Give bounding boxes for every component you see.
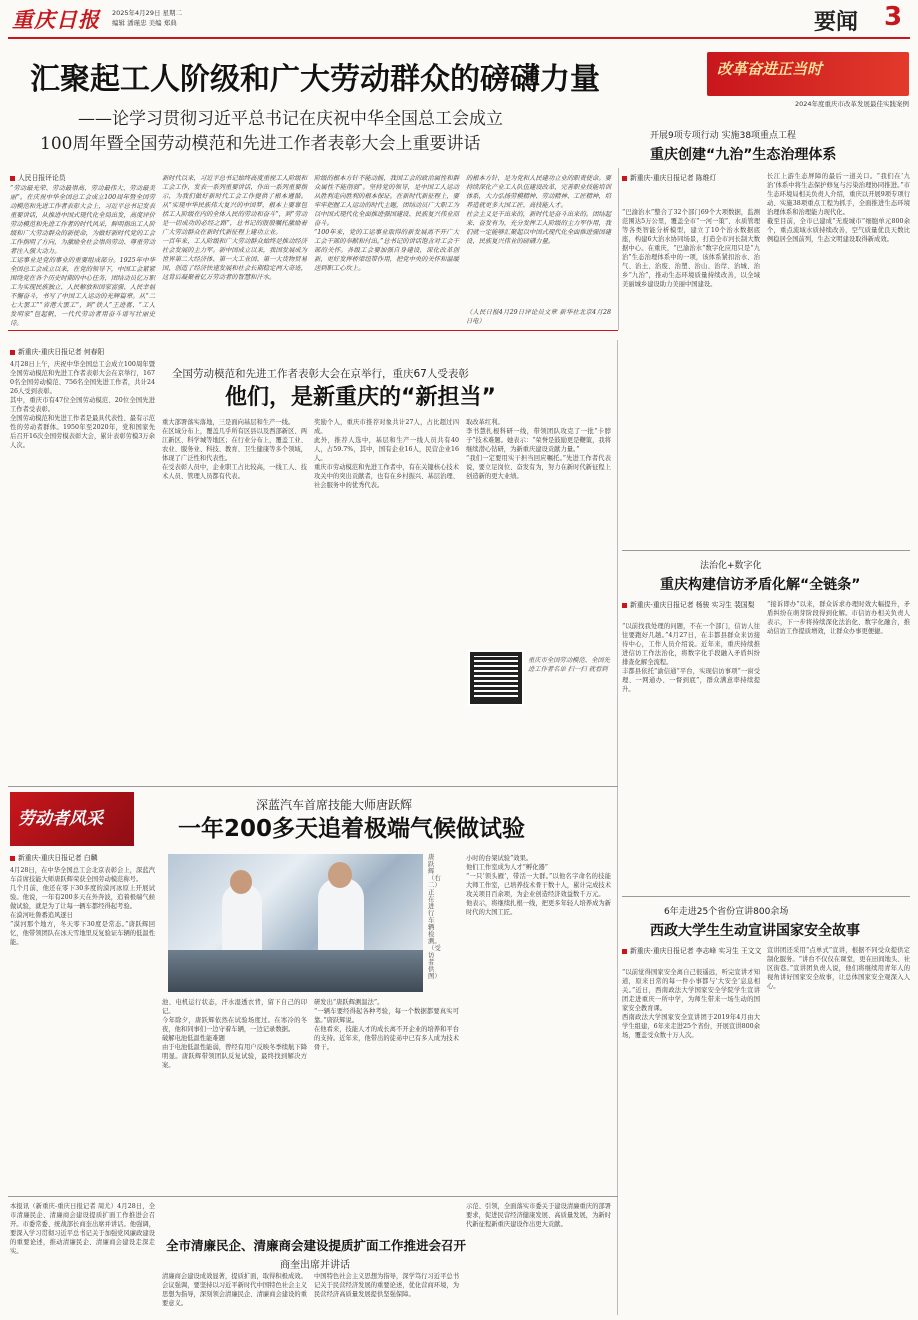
tang-yuehui-photo (168, 854, 423, 992)
bottom-col-4: 示范、引领，全面落实市委关于建设清廉重庆的部署要求，促进民营经济健康发展、高质量发展，为新时代新征程新重庆建设作出更大贡献。 (466, 1203, 611, 1228)
security-title: 西政大学生生动宣讲国家安全故事 (650, 923, 860, 939)
jiuzhi-byline: 新重庆-重庆日报记者 陈维灯 (622, 172, 762, 182)
bottom-title: 全市清廉民企、清廉商会建设提质扩面工作推进会召开 (166, 1238, 467, 1253)
security-col-2: 宣讲团还采用“点单式”宣讲，根据不同受众提供定制化服务。“讲台不仅仅在课堂，更在田间地头、社区街巷。”宣讲团负责人说，他们将继续用青年人的视角讲好国家安全故事，让总体国家安全观深入人心。 (767, 947, 910, 990)
petition-kicker: 法治化+数字化 (700, 561, 762, 571)
bottom-subtitle: 商奎出席并讲话 (280, 1260, 350, 1271)
newspaper-logo: 重庆日报 (12, 7, 100, 32)
petition-col-1: “以前找我处理的问题，不在一个部门，信访人往往要跑好几趟。”4月27日，在丰都县群众来访接待中心，工作人员介绍说。近年来，重庆持续推进信访工作法治化，将数字化手段融入矛盾纠纷排查化解全流程。 丰都县依托“渝信通”平台，实现信访事项“一窗受理、一网通办、一督到底”，群众满意率持续提升。 (622, 623, 760, 693)
lead-col-1: “劳动最光荣、劳动最崇高、劳动最伟大、劳动最美丽”。在庆祝中华全国总工会成立100周年暨全国劳动模范和先进工作者表彰大会上，习近平总书记发表重要讲话，从推进中国式现代化全局出发，高度评价劳动模范和先进工作者的时代风采，鲜明指出工人阶级和广大劳动群众的新使命，为做好新时代党的工会工作指明了方向，为激励全社会崇尚劳动、尊重劳动者注入强大动力。 工运事业是党的事业的重要组成部分。1925年中华全国总工会成立以来，在党的领导下，中国工会紧紧围绕党在各个历史时期的中心任务，团结动员亿万职工为实现民族独立、人民解放和国家富强、人民幸福不懈奋斗，书写了中国工人运动的光辉篇章。从“二七大罢工”“省港大罢工”，到“铁人”王进喜、“工人发明家”包起帆，一代代劳动者用奋斗谱写壮丽史诗。 (10, 185, 155, 327)
feature-col-3: 奖励个人，重庆市推荐对象共计27人，占比超过四成。 此外，推荐人选中，基层和生产一线人员共有40人，占59.7%，其中，国有企业16人，民营企业16人。 重庆市劳动模范和先进工作者中，有在关键核心技术攻关中的突出贡献者，也有在乡村振兴、基层治理、社会服务中的优秀代表。 (314, 419, 459, 489)
petition-byline: 新重庆-重庆日报记者 杨骏 实习生 裴国梨 (622, 600, 762, 610)
reform-banner-subtitle: 2024年度重庆市改革发展最佳实践案例 (794, 100, 909, 108)
bottom-col-2: 清廉商会建设成效显著，提质扩面，取得积极成效。 会议强调，要坚持以习近平新时代中国特色社会主义思想为指导，深刻领会清廉民企、清廉商会建设的重要意义。 (162, 1273, 307, 1307)
section-title: 要闻 (814, 10, 859, 35)
labor-banner-title: 劳动者风采 (18, 809, 103, 829)
lead-title: 汇聚起工人阶级和广大劳动群众的磅礴力量 (30, 62, 600, 97)
page-number: 3 (884, 2, 903, 32)
lead-subtitle-2: 100周年暨全国劳动模范和先进工作者表彰大会上重要讲话 (40, 134, 481, 154)
bottom-col-3: 中国特色社会主义思想为指导，深学笃行习近平总书记关于民营经济发展的重要论述，优化营商环境，为民营经济高质量发展提供坚强保障。 (314, 1273, 459, 1298)
petition-col-2: “接诉即办”以来，群众诉求办理时效大幅提升，矛盾纠纷在萌芽阶段得到化解。市信访办相关负责人表示，下一步将持续深化法治化、数字化融合，推动信访工作提质增效，让群众办事更便捷。 (767, 601, 910, 635)
petition-title: 重庆构建信访矛盾化解“全链条” (660, 577, 861, 593)
roster-qr-code[interactable] (470, 652, 522, 704)
jiuzhi-col-1: “巴渝治水”整合了32个部门69个大项数据，监测范围达5万公里，覆盖全市“一河一策”、水质管理等各类智能分析模型，建立了10个治水数据底座，构建6大治水协同场景，打造全市河长制大数据中心。在重庆，“巴渝治水”数字化应用只是“九治”生态治理体系中的一项，该体系紧扣治水、治气、治土、治废、治塑、治山、治岸、治城、治乡“九治”，推动生态环境质量持续改善，以全域美丽城乡建设助力美丽中国建设。 (622, 209, 760, 288)
jiuzhi-kicker: 开展9项专项行动 实施38项重点工程 (650, 131, 797, 141)
labor-byline: 新重庆-重庆日报记者 白麟 (10, 852, 160, 862)
feature-kicker: 全国劳动模范和先进工作者表彰大会在京举行，重庆67人受表彰 (172, 368, 469, 380)
labor-col-2: 池、电机运行状态，汗水湿透衣背，留下自己的印记。 今年除夕，唐跃辉依然在试验场度过。在寒冷的冬夜，他和同事们一边守着车辆，一边记录数据。 破解电池低温性能难题 由于电池低温性能弱，曾经有用户反映冬季续航下降明显。唐跃辉带领团队反复试验，最终找到解决方案。 (162, 999, 307, 1069)
feature-col-4: 取改革红利。 李书慧扎根科研一线，带领团队攻克了一批“卡脖子”技术难题。她表示：“荣誉是鼓励更是鞭策，我将继续潜心钻研，为新重庆建设贡献力量。” “我们一定要用实干担当回应嘱托。”先进工作者代表说，要立足岗位、奋发有为，努力在新时代新征程上创造新的更大业绩。 (466, 419, 611, 480)
security-byline: 新重庆-重庆日报记者 李志峰 实习生 王文文 (622, 946, 762, 956)
qr-caption: 重庆市全国劳动模范、全国先进工作者名单 扫一扫 就看到 (528, 657, 610, 673)
labor-col-4: 小时的台架试验”效果。 他们工作室成为人才“孵化器” “一只‘领头雁’，带活一大群。”以他名字命名的技能大师工作室，已培养技术骨干数十人，累计完成技术攻关项目百余项，为企业创造经济效益数千万元。 他表示，将继续扎根一线，把更多年轻人培养成为新时代的大国工匠。 (466, 855, 611, 916)
lead-subtitle-1: ——论学习贯彻习近平总书记在庆祝中华全国总工会成立 (78, 109, 503, 129)
labor-col-3: 研发出“唐跃辉测温法”。 “一辆车要经得起各种考验，每一个数据都要真实可靠。”唐跃辉说。 在他看来，技能人才的成长离不开企业的培养和平台的支持。近年来，他带出的徒弟中已有多人成为技术骨干。 (314, 999, 459, 1051)
editors-line: 编辑 潘瑾忠 美编 郑典 (112, 19, 177, 27)
labor-kicker: 深蓝汽车首席技能大师唐跃辉 (256, 798, 413, 812)
lead-byline: 人民日报评论员 (10, 172, 130, 182)
labor-col-1: 4月28日，在中华全国总工会北京表彰会上，深蓝汽车首席技能大师唐跃辉荣获全国劳动模范称号。 几个月前，他还在零下30多度的漠河冰原上开展试验。他说，一年有200多天在外奔波，追着极端气候做试验，就是为了让每一辆车都经得起考验。 在漠河吐鲁番追风逐日 “漠河那个地方，冬天零下30度是常态。”唐跃辉回忆，他带领团队在冰天雪地里反复验证车辆的低温性能。 (10, 867, 155, 946)
labor-title: 一年200多天追着极端气候做试验 (178, 816, 526, 842)
bottom-col-1: 本报讯（新重庆-重庆日报记者 周尤）4月28日，全市清廉民企、清廉商会建设提质扩面工作推进会召开。市委常委、统战部长商奎出席并讲话。他强调，要深入学习贯彻习近平总书记关于加强党风廉政建设的重要论述，推动清廉民企、清廉商会建设走深走实。 (10, 1203, 155, 1255)
lead-col-3: 阶级的根本方针不能动摇，我国工会的政治属性和群众属性不能削弱”。坚持党的领导，是中国工人运动从胜利走向胜利的根本保证。在新时代新征程上，要牢牢把握工人运动的时代主题，团结动员广大职工为以中国式现代化全面推进强国建设、民族复兴伟业而奋斗。 “100年来，党的工运事业取得的新发展离不开广大工会干部的奉献和付出。”总书记的讲话饱含对工会干部的关怀。各级工会要加强自身建设，深化改革创新，更好发挥桥梁纽带作用，把党中央的关怀和温暖送到职工心坎上。 (314, 175, 459, 272)
photo-caption: 唐跃辉（右二）正在进行车辆检测。（受访者供图） (428, 853, 441, 980)
jiuzhi-title: 重庆创建“九治”生态治理体系 (650, 147, 837, 163)
security-col-1: “以前觉得国家安全离自己很遥远，听完宣讲才知道，原来日常的每一件小事都与‘大安全’息息相关。”近日，西南政法大学国家安全学院学生宣讲团走进重庆一所中学，为师生带来一场生动的国家安全教育课。 西南政法大学国家安全宣讲团于2019年4月由大学生组建，6年来走进25个省份，开展宣讲800余场，覆盖受众数十万人次。 (622, 969, 760, 1039)
feature-title: 他们，是新重庆的“新担当” (225, 385, 496, 410)
feature-col-2: 重大部署落实落地，三是面向基层和生产一线。 在区域分布上，覆盖几乎所有区县以及西部新区、两江新区、科学城等地区；在行业分布上，覆盖工业、农业、服务业、科技、教育、卫生健康等多个领域，体现了广泛性和代表性。 在受表彰人员中，企业职工占比较高，一线工人、技术人员、管理人员都有代表。 (162, 419, 307, 480)
feature-col-1: 4月28日上午，庆祝中华全国总工会成立100周年暨全国劳动模范和先进工作者表彰大会在京举行，1670名全国劳动模范、756名全国先进工作者，共计2426人受到表彰。 其中，重庆市有47位全国劳动模范、20位全国先进工作者受表彰。 全国劳动模范和先进工作者是最具代表性、最有示范性的劳动者群体。1950年至2020年，党和国家先后召开16次全国劳模表彰大会，累计表彰劳模3万余人次。 (10, 361, 155, 449)
lead-source: （人民日报4月29日评论员文章 新华社北京4月28日电） (466, 309, 611, 325)
labor-banner (10, 792, 134, 846)
lead-col-2: 新时代以来，习近平总书记始终高度重视工人阶级和工会工作，发表一系列重要讲话、作出一系列重要指示，为我们做好新时代工会工作提供了根本遵循。从“实现中华民族伟大复兴的中国梦，根本上要靠包括工人阶级在内的全体人民的劳动和奋斗”，到“劳动是一切成功的必经之路”，总书记的殷殷嘱托激励着广大劳动群众在新时代新征程上建功立业。 一百年来，工人阶级和广大劳动群众始终是推动经济社会发展的主力军。新中国成立以来，我国发展成为世界第二大经济体、第一大工业国、第一大货物贸易国，创造了经济快速发展和社会长期稳定两大奇迹，这背后凝聚着亿万劳动者的智慧和汗水。 (162, 175, 307, 281)
reform-banner-title: 改革奋进正当时 (717, 60, 823, 78)
security-kicker: 6年走进25个省份宣讲800余场 (664, 907, 789, 917)
lead-col-4: 的根本方针，是为党和人民建功立业的职责使命。要持续深化产业工人队伍建设改革，完善职业技能培训体系，大力弘扬劳模精神、劳动精神、工匠精神，培养造就更多大国工匠、高技能人才。 社会主义是干出来的，新时代是奋斗出来的。团结起来、奋发有为，充分发挥工人阶级的主力军作用，我们就一定能够汇聚起以中国式现代化全面推进强国建设、民族复兴伟业的磅礴力量。 (466, 175, 611, 245)
masthead (0, 0, 918, 40)
reform-banner (707, 52, 909, 96)
feature-byline: 新重庆-重庆日报记者 何春阳 (10, 346, 160, 356)
issue-date: 2025年4月29日 星期二 (112, 9, 183, 17)
jiuzhi-col-2: 长江上游生态屏障的最后一道关口。“我们在‘九治’体系中将生态保护修复与污染治理协同推进。”市生态环境局相关负责人介绍，重庆以开展9项专项行动、实施38项重点工程为抓手，全面推进生态环境治理体系和治理能力现代化。 截至目前，全市已建成“无废城市”细胞单元800余个，重点流域水质持续改善，空气质量优良天数比例稳居全国前列，生态文明建设取得新成效。 (767, 173, 910, 243)
